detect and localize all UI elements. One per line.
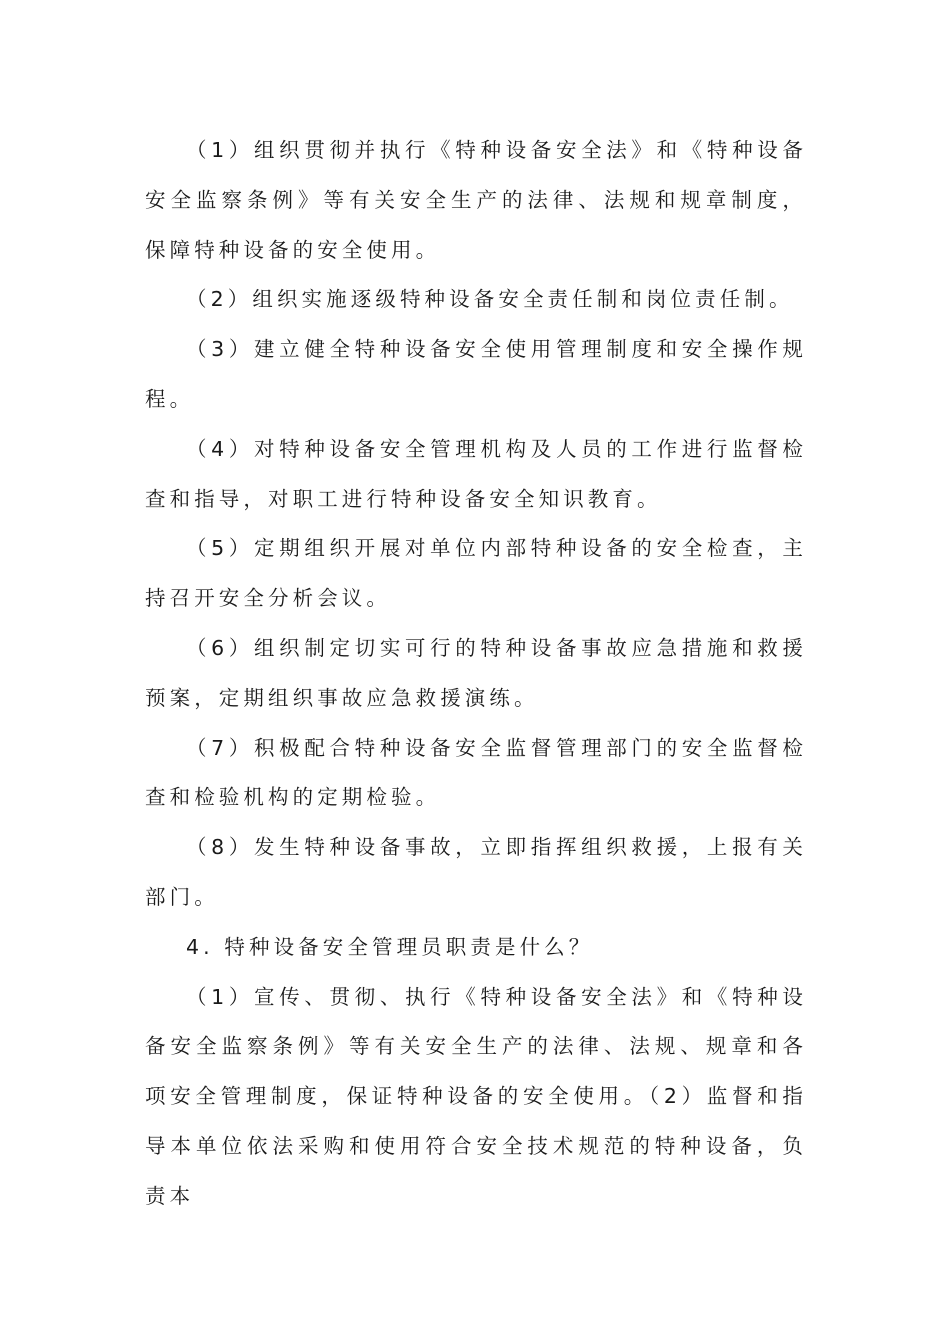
section-heading: 4. 特种设备安全管理员职责是什么？ xyxy=(186,934,594,959)
paragraph-item-8: （8）发生特种设备事故，立即指挥组织救援，上报有关部门。 xyxy=(145,835,807,909)
paragraph-item-4: （4）对特种设备安全管理机构及人员的工作进行监督检查和指导，对职工进行特种设备安全知识教育。 xyxy=(145,436,807,511)
paragraph-item-2: （2）组织实施逐级特种设备安全责任制和岗位责任制。 xyxy=(186,287,794,312)
paragraph-item-1: （1）组织贯彻并执行《特种设备安全法》和《特种设备安全监察条例》等有关安全生产的法律、法规和规章制度，保障特种设备的安全使用。 xyxy=(145,138,807,262)
paragraph-duties-start: （1）宣传、贯彻、执行《特种设备安全法》和《特种设备安全监察条例》等有关安全生产的法律、法规、规章和各项安全管理制度，保证特种设备的安全使用。（2）监督和指导本单位依法采购和使用符合安全技术规范的特种设备，负责本 xyxy=(145,984,807,1208)
paragraph-item-7: （7）积极配合特种设备安全监督管理部门的安全监督检查和检验机构的定期检验。 xyxy=(145,735,807,810)
paragraph-item-3: （3）建立健全特种设备安全使用管理制度和安全操作规程。 xyxy=(145,337,807,411)
paragraph-item-6: （6）组织制定切实可行的特种设备事故应急措施和救援预案，定期组织事故应急救援演练。 xyxy=(145,635,807,710)
paragraph-item-5: （5）定期组织开展对单位内部特种设备的安全检查，主持召开安全分析会议。 xyxy=(145,536,807,611)
document-body xyxy=(145,126,807,1222)
